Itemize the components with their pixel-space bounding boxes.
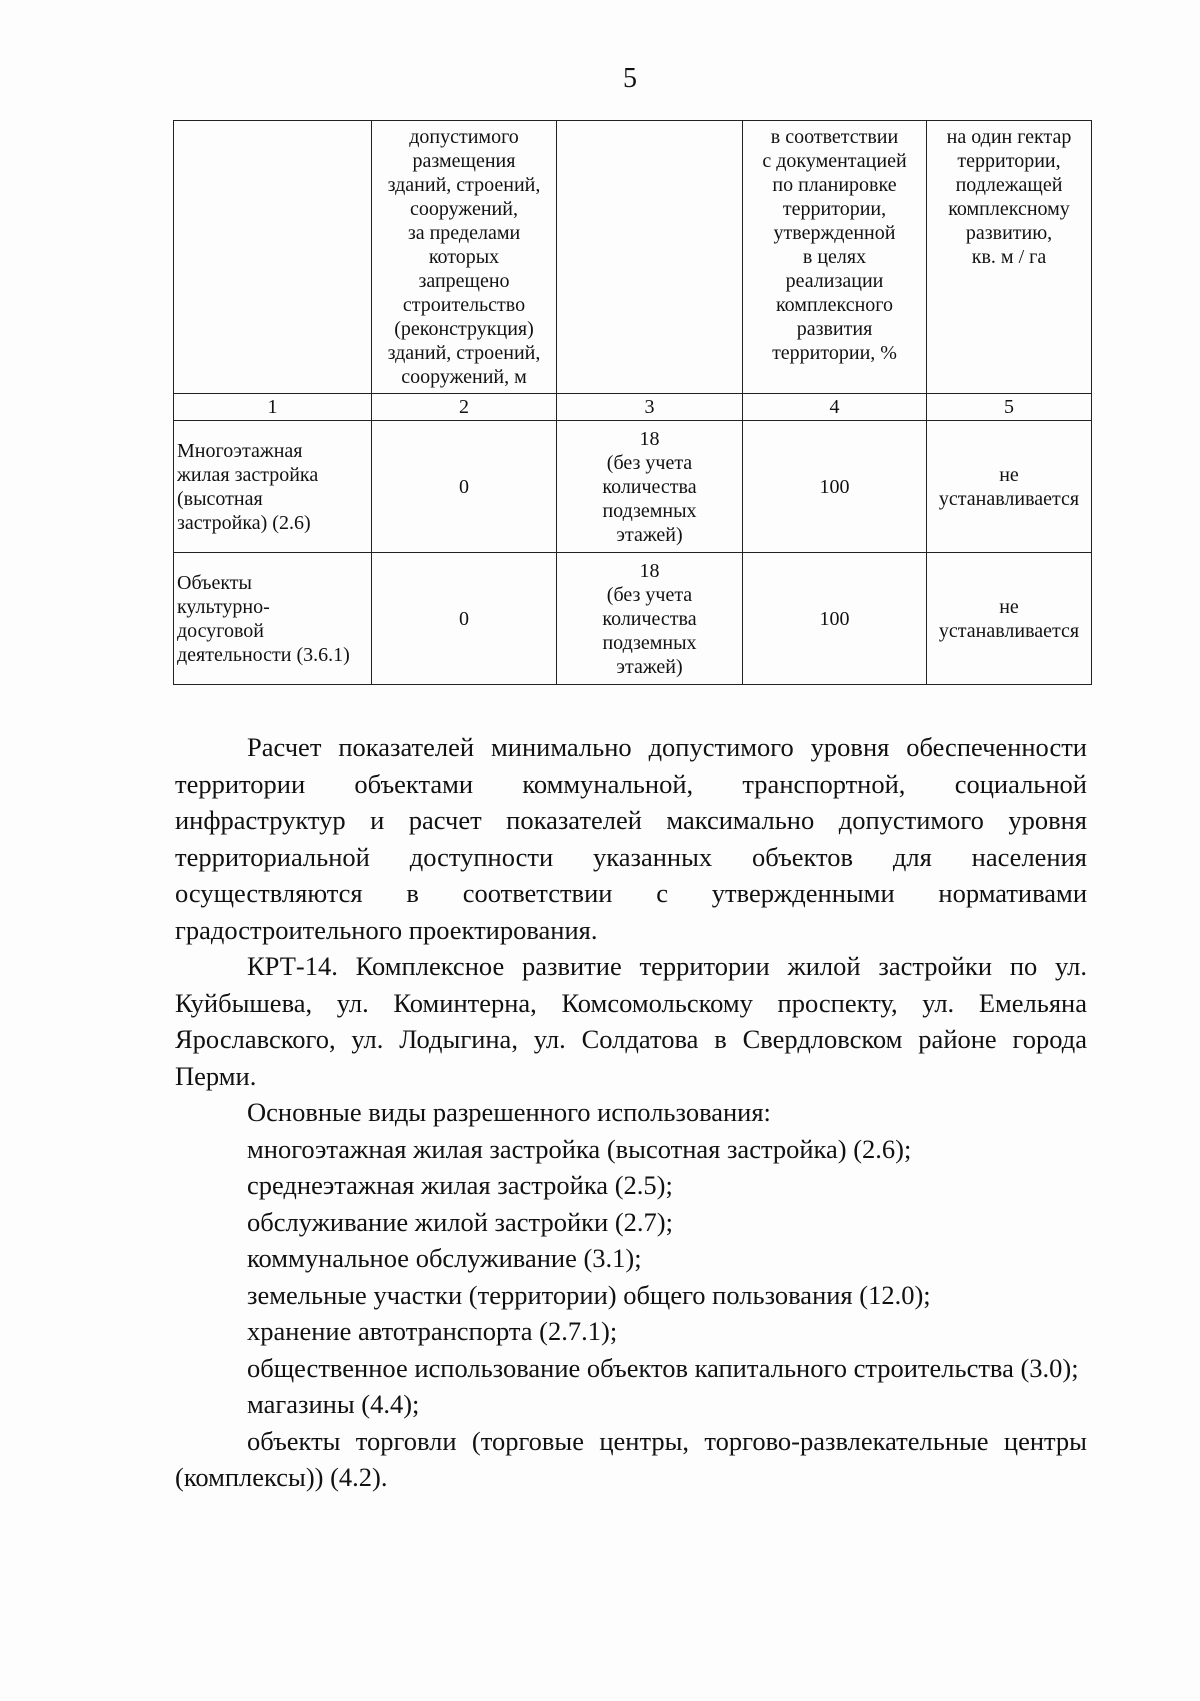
- use-item: среднеэтажная жилая застройка (2.5);: [247, 1170, 673, 1200]
- floors-cell: 18 (без учета количества подземных этажей): [557, 553, 743, 685]
- percent-cell: 100: [743, 421, 927, 553]
- table-header-continuation-row: [174, 121, 1092, 394]
- paragraph-krt-14: КРТ-14. Комплексное развитие территории жилой застройки по ул. Куйбышева, ул. Коминтерна, Комсомольскому проспекту, ул. Емельяна Ярославского, ул. Лодыгина, ул. Солдатова в Свердловском районе города Перми.: [175, 951, 1087, 1091]
- norms-table: [173, 120, 1092, 685]
- header-cell-5: на один гектар территории, подлежащей комплексному развитию, кв. м / га: [927, 121, 1092, 394]
- use-item: коммунальное обслуживание (3.1);: [247, 1243, 642, 1273]
- column-index-3: 3: [557, 394, 743, 421]
- use-item: объекты торговли (торговые центры, торгово-развлекательные центры (комплексы)) (4.2).: [175, 1425, 1087, 1492]
- page-number: 5: [623, 63, 637, 94]
- table-row: [174, 421, 1092, 553]
- per-hectare-cell: не устанавливается: [927, 421, 1092, 553]
- header-cell-4: в соответствии с документацией по планировке территории, утвержденной в целях реализации комплексного развития территории, %: [743, 121, 927, 394]
- column-index-1: 1: [174, 394, 372, 421]
- column-index-5: 5: [927, 394, 1092, 421]
- use-item: многоэтажная жилая застройка (высотная застройка) (2.6);: [247, 1133, 912, 1164]
- main-uses-heading: Основные виды разрешенного использования:: [247, 1097, 771, 1127]
- use-type-cell: Объекты культурно- досуговой деятельности (3.6.1): [174, 553, 372, 685]
- use-item: обслуживание жилой застройки (2.7);: [247, 1206, 673, 1237]
- column-index-2: 2: [372, 394, 557, 421]
- setback-cell: 0: [372, 553, 557, 685]
- use-type-cell: Многоэтажная жилая застройка (высотная застройка) (2.6): [174, 421, 372, 553]
- paragraph-infrastructure: Расчет показателей минимально допустимого уровня обеспеченности территории объектами коммунальной, транспортной, социальной инфраструктур и расчет показателей максимально допустимого уровня территориальной доступности указанных объектов для населения осуществляются в соответствии с утвержденными нормативами градостроительного проектирования.: [175, 732, 1087, 945]
- percent-cell: 100: [743, 553, 927, 685]
- header-cell-3: [557, 121, 743, 394]
- body-text: [175, 729, 1087, 1496]
- use-item: земельные участки (территории) общего пользования (12.0);: [247, 1279, 931, 1310]
- setback-cell: 0: [372, 421, 557, 553]
- header-cell-2: допустимого размещения зданий, строений, сооружений, за пределами которых запрещено строительство (реконструкция) зданий, строений, сооружений, м: [372, 121, 557, 394]
- header-cell-1: [174, 121, 372, 394]
- per-hectare-cell: не устанавливается: [927, 553, 1092, 685]
- use-item: магазины (4.4);: [247, 1389, 420, 1419]
- column-index-4: 4: [743, 394, 927, 421]
- use-item: хранение автотранспорта (2.7.1);: [247, 1316, 618, 1346]
- table-column-index-row: [174, 394, 1092, 421]
- table-row: [174, 553, 1092, 685]
- use-item: общественное использование объектов капитального строительства (3.0);: [247, 1352, 1079, 1383]
- floors-cell: 18 (без учета количества подземных этажей): [557, 421, 743, 553]
